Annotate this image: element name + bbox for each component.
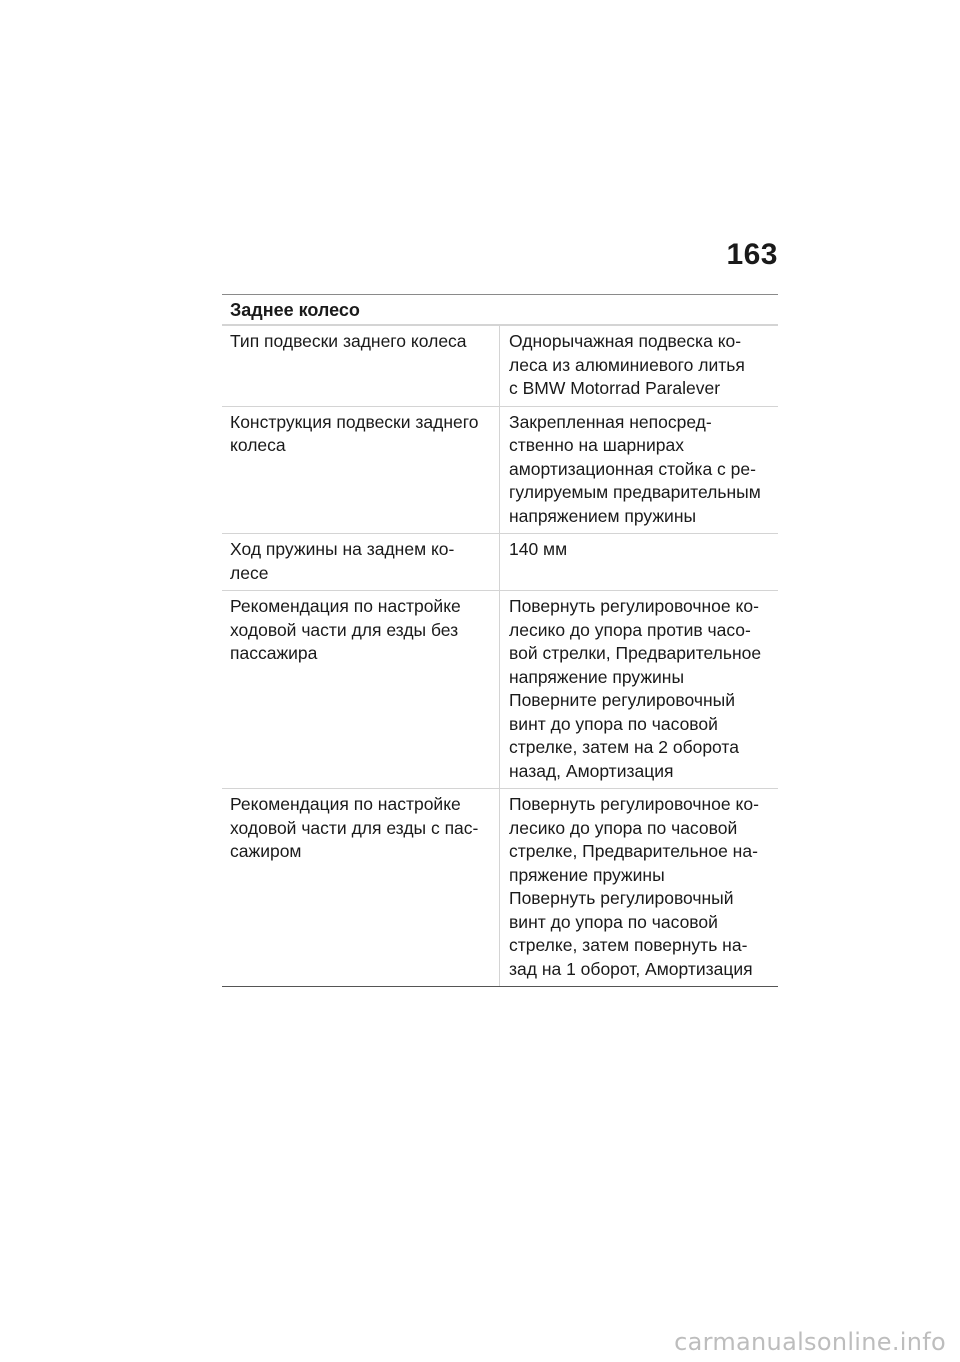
label-line: лесе: [230, 562, 269, 583]
label-line: ходовой части для езды с пас-: [230, 817, 479, 838]
spec-label: [222, 591, 500, 788]
value-line: ственно на шарнирах: [509, 435, 684, 455]
value-line: назад, Амортизация: [509, 760, 674, 781]
spec-value: [500, 407, 778, 534]
value-line: амортизационная стойка с ре-: [509, 458, 756, 479]
watermark: carmanualsonline.info: [674, 1328, 946, 1356]
value-line: стрелке, Предварительное на-: [509, 841, 758, 861]
table-row: [222, 590, 778, 788]
label-line: Тип подвески заднего колеса: [230, 331, 467, 351]
label-line: сажиром: [230, 841, 302, 861]
table-row: [222, 406, 778, 534]
value-line: Повернуть регулировочное ко-: [509, 794, 759, 814]
table-row: [222, 325, 778, 406]
spec-value: [500, 534, 778, 590]
value-line: лесико до упора по часовой: [509, 817, 738, 838]
value-line: Закрепленная непосред-: [509, 411, 712, 432]
value-line: пряжение пружины: [509, 864, 665, 885]
label-line: ходовой части для езды без: [230, 619, 459, 640]
table-row: [222, 533, 778, 590]
value-line: леса из алюминиевого литья: [509, 354, 745, 375]
value-line: Повернуть регулировочное ко-: [509, 596, 759, 616]
spec-label: [222, 789, 500, 986]
value-line: напряжением пружины: [509, 505, 697, 526]
label-line: Рекомендация по настройке: [230, 794, 461, 814]
value-line: вой стрелки, Предварительное: [509, 643, 762, 663]
value-line: с BMW Motorrad Paralever: [509, 378, 721, 398]
spec-value: [500, 326, 778, 406]
value-line: 140 мм: [509, 539, 568, 559]
value-line: стрелке, затем повернуть на-: [509, 935, 748, 955]
label-line: Конструкция подвески заднего: [230, 411, 479, 432]
spec-label: [222, 326, 500, 406]
value-line: Однорычажная подвеска ко-: [509, 331, 742, 351]
label-line: колеса: [230, 435, 286, 455]
spec-value: [500, 789, 778, 986]
label-line: пассажира: [230, 643, 318, 663]
value-line: напряжение пружины: [509, 666, 685, 687]
spec-value: [500, 591, 778, 788]
page-number: 163: [726, 238, 778, 271]
value-line: Повернуть регулировочный: [509, 888, 734, 908]
value-line: лесико до упора против часо-: [509, 619, 751, 640]
value-line: стрелке, затем на 2 оборота: [509, 737, 739, 757]
value-line: зад на 1 оборот, Амортизация: [509, 958, 753, 979]
table-row: [222, 788, 778, 986]
value-line: гулируемым предварительным: [509, 482, 761, 502]
value-line: винт до упора по часовой: [509, 713, 718, 734]
section-title: Заднее колесо: [222, 295, 778, 325]
spec-label: [222, 407, 500, 534]
value-line: винт до упора по часовой: [509, 911, 718, 932]
label-line: Рекомендация по настройке: [230, 596, 461, 616]
spec-label: [222, 534, 500, 590]
label-line: Ход пружины на заднем ко-: [230, 539, 455, 559]
value-line: Поверните регулировочный: [509, 690, 735, 710]
rear-wheel-spec-table: [222, 294, 778, 987]
